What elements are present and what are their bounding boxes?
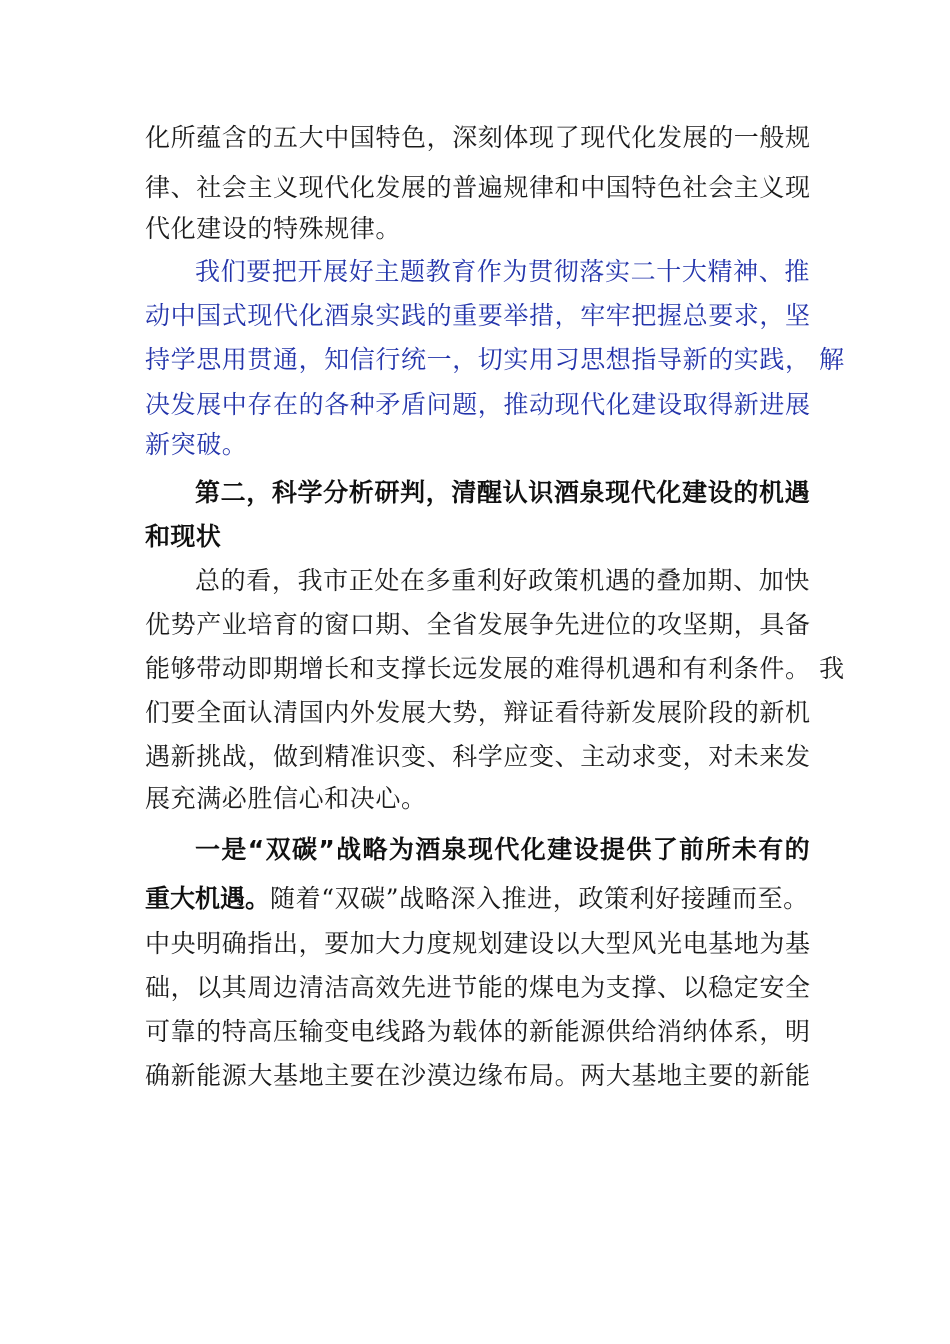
paragraph-4-line-5: 可靠的特高压输变电线路为载体的新能源供给消纳体系，明 xyxy=(145,1017,811,1046)
paragraph-4-line-6: 确新能源大基地主要在沙漠边缘布局。两大基地主要的新能 xyxy=(145,1061,811,1090)
paragraph-3-line-5: 遇新挑战，做到精准识变、科学应变、主动求变，对未来发 xyxy=(145,742,811,771)
paragraph-3-line-1: 总的看，我市正处在多重利好政策机遇的叠加期、加快 xyxy=(195,566,810,595)
paragraph-3-line-6: 展充满必胜信心和决心。 xyxy=(145,784,427,813)
paragraph-2-line-5: 新突破。 xyxy=(145,430,248,459)
paragraph-4-bold-line: 一是“双碳”战略为酒泉现代化建设提供了前所未有的 xyxy=(195,835,810,864)
paragraph-2-line-2: 动中国式现代化酒泉实践的重要举措，牢牢把握总要求，坚 xyxy=(145,301,811,330)
paragraph-2-line-3: 持学思用贯通，知信行统一，切实用习思想指导新的实践， 解 xyxy=(145,345,845,374)
paragraph-4-bold-lead: 重大机遇。 xyxy=(145,884,271,913)
paragraph-4-line-3: 中央明确指出，要加大力度规划建设以大型风光电基地为基 xyxy=(145,929,811,958)
paragraph-3-line-2: 优势产业培育的窗口期、全省发展争先进位的攻坚期，具备 xyxy=(145,610,811,639)
paragraph-1-line-1: 化所蕴含的五大中国特色，深刻体现了现代化发展的一般规 xyxy=(145,123,811,152)
paragraph-1-line-2: 律、社会主义现代化发展的普遍规律和中国特色社会主义现 xyxy=(145,173,811,202)
paragraph-3-line-4: 们要全面认清国内外发展大势，辩证看待新发展阶段的新机 xyxy=(145,698,811,727)
paragraph-4-line-2-rest: 随着“双碳”战略深入推进，政策利好接踵而至。 xyxy=(270,884,809,913)
paragraph-4-line-4: 础，以其周边清洁高效先进节能的煤电为支撑、以稳定安全 xyxy=(145,973,811,1002)
paragraph-4-line-2 xyxy=(145,884,810,914)
paragraph-2-line-4: 决发展中存在的各种矛盾问题，推动现代化建设取得新进展 xyxy=(145,390,811,419)
paragraph-3-line-3: 能够带动即期增长和支撑长远发展的难得机遇和有利条件。 我 xyxy=(145,654,845,683)
paragraph-1-line-3: 代化建设的特殊规律。 xyxy=(145,214,402,243)
paragraph-2-line-1: 我们要把开展好主题教育作为贯彻落实二十大精神、推 xyxy=(195,257,810,286)
section-heading-line-1: 第二，科学分析研判，清醒认识酒泉现代化建设的机遇 xyxy=(195,478,810,507)
section-heading-line-2: 和现状 xyxy=(145,522,222,551)
